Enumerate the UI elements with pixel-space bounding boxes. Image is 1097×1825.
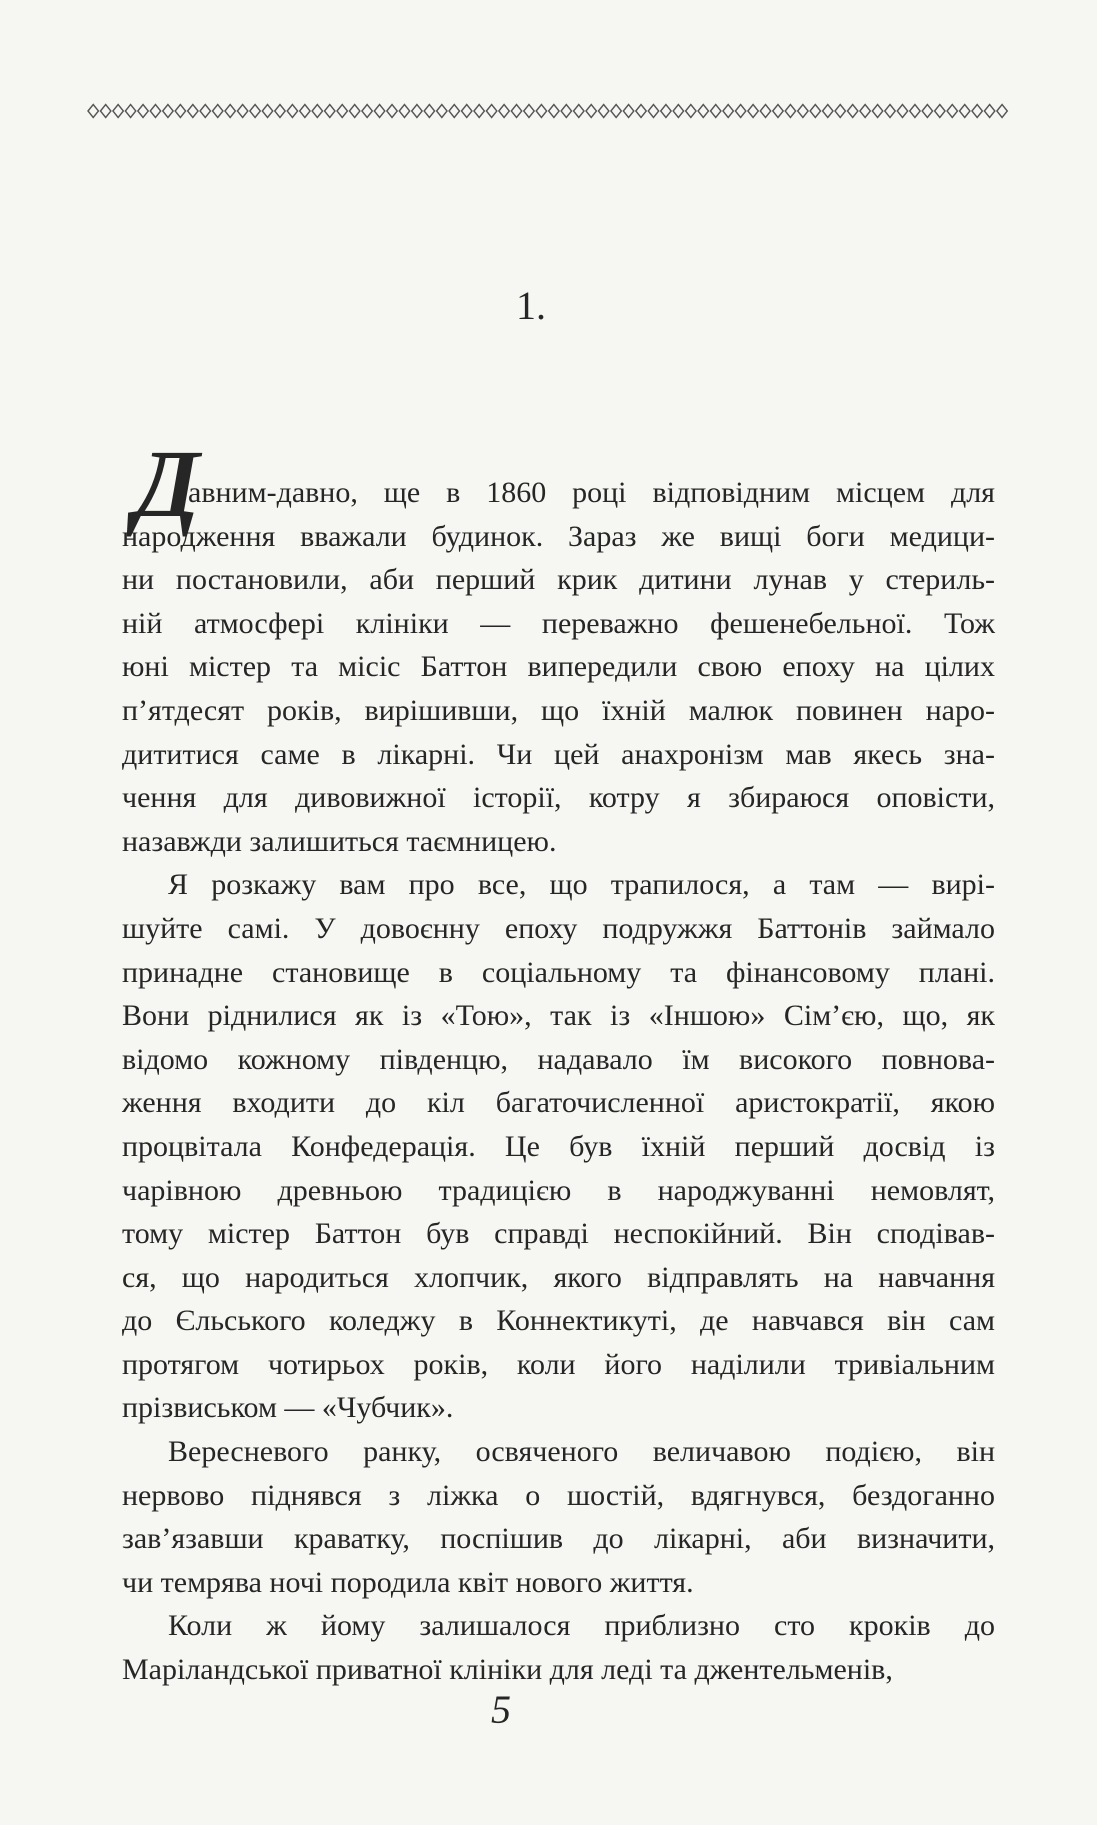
text-line: ни постановили, аби перший крик дитини лунав у стериль- <box>122 563 995 597</box>
diamond-mark <box>374 105 384 118</box>
diamond-mark <box>524 105 534 118</box>
text-line: дититися саме в лікарні. Чи цей анахронізм мав якесь зна- <box>122 737 995 771</box>
diamond-mark <box>175 105 185 118</box>
diamond-mark <box>312 105 322 118</box>
diamond-mark <box>673 105 683 118</box>
diamond-mark <box>885 105 895 118</box>
diamond-mark <box>698 105 708 118</box>
diamond-mark <box>325 105 335 118</box>
diamond-mark <box>574 105 584 118</box>
diamond-mark <box>250 105 260 118</box>
diamond-mark <box>773 105 783 118</box>
diamond-mark <box>686 105 696 118</box>
diamond-mark <box>636 105 646 118</box>
diamond-mark <box>997 105 1007 118</box>
diamond-mark <box>798 105 808 118</box>
diamond-mark <box>586 105 596 118</box>
text-line: тому містер Баттон був справді неспокійний. Він сподівав- <box>122 1217 995 1251</box>
paragraph <box>122 471 995 863</box>
diamond-mark <box>711 105 721 118</box>
diamond-mark <box>262 105 272 118</box>
text-line: народження вважали будинок. Зараз же вищі боги медици- <box>122 519 995 553</box>
diamond-mark <box>823 105 833 118</box>
diamond-mark <box>287 105 297 118</box>
drop-cap: Д <box>134 430 200 537</box>
text-line: Маріландської приватної клініки для леді та джентельменів, <box>122 1653 893 1687</box>
text-line: чарівною древньою традицією в народжуванні немовлят, <box>122 1173 995 1207</box>
diamond-mark <box>275 105 285 118</box>
diamond-mark <box>150 105 160 118</box>
text-line: ній атмосфері клініки — переважно фешенебельної. Тож <box>122 606 995 640</box>
text-line: п’ятдесят років, вирішивши, що їхній малюк повинен наро- <box>122 693 995 727</box>
diamond-mark <box>462 105 472 118</box>
diamond-mark <box>723 105 733 118</box>
text-line: Вересневого ранку, освяченого величавою подією, він <box>168 1435 995 1469</box>
diamond-ornament-divider <box>87 103 1009 119</box>
diamond-mark <box>387 105 397 118</box>
diamond-mark <box>947 105 957 118</box>
paragraph <box>122 1430 995 1604</box>
text-line: принадне становище в соціальному та фінансовому плані. <box>122 955 995 989</box>
diamond-mark <box>897 105 907 118</box>
diamond-mark <box>561 105 571 118</box>
diamond-mark <box>337 105 347 118</box>
diamond-mark <box>984 105 994 118</box>
diamond-mark <box>349 105 359 118</box>
text-line: протягом чотирьох років, коли його наділили тривіальним <box>122 1347 995 1381</box>
diamond-mark <box>910 105 920 118</box>
text-line: Вони ріднилися як із «Тою», так із «Іншою» Сім’єю, що, як <box>122 999 995 1033</box>
diamond-mark <box>748 105 758 118</box>
text-line: ся, що народиться хлопчик, якого відправлять на навчання <box>122 1260 995 1294</box>
text-line: Я розкажу вам про все, що трапилося, а там — вирі- <box>168 868 995 902</box>
diamond-mark <box>935 105 945 118</box>
diamond-mark <box>760 105 770 118</box>
text-line: Коли ж йому залишалося приблизно сто кроків до <box>168 1609 995 1643</box>
diamond-mark <box>486 105 496 118</box>
diamond-mark <box>735 105 745 118</box>
diamond-mark <box>549 105 559 118</box>
text-line: юні містер та місіс Баттон випередили свою епоху на цілих <box>122 650 995 684</box>
diamond-mark <box>536 105 546 118</box>
diamond-mark <box>835 105 845 118</box>
diamond-mark <box>88 105 98 118</box>
diamond-mark <box>474 105 484 118</box>
diamond-mark <box>399 105 409 118</box>
diamond-mark <box>424 105 434 118</box>
chapter-number: 1. <box>516 283 546 328</box>
text-line: авним-давно, ще в 1860 році відповідним місцем для <box>188 476 995 509</box>
diamond-mark <box>225 105 235 118</box>
text-line: до Єльського коледжу в Коннектикуті, де навчався він сам <box>122 1304 995 1338</box>
text-line: відомо кожному південцю, надавало їм високого повнова- <box>122 1042 995 1076</box>
text-line: зав’язавши краватку, поспішив до лікарні, аби визначити, <box>122 1522 995 1556</box>
diamond-mark <box>611 105 621 118</box>
diamond-mark <box>437 105 447 118</box>
diamond-mark <box>213 105 223 118</box>
text-line: ження входити до кіл багаточисленної аристократії, якою <box>122 1086 995 1120</box>
diamond-mark <box>100 105 110 118</box>
paragraph <box>122 863 995 1430</box>
body-text <box>122 471 995 1692</box>
diamond-mark <box>810 105 820 118</box>
diamond-mark <box>972 105 982 118</box>
diamond-mark <box>138 105 148 118</box>
diamond-mark <box>872 105 882 118</box>
diamond-mark <box>200 105 210 118</box>
diamond-mark <box>648 105 658 118</box>
diamond-mark <box>125 105 135 118</box>
diamond-mark <box>960 105 970 118</box>
diamond-mark <box>598 105 608 118</box>
diamond-mark <box>237 105 247 118</box>
diamond-mark <box>362 105 372 118</box>
diamond-mark <box>661 105 671 118</box>
diamond-mark <box>922 105 932 118</box>
text-line: шуйте самі. У довоєнну епоху подружжя Баттонів займало <box>122 911 995 945</box>
diamond-mark <box>847 105 857 118</box>
diamond-mark <box>113 105 123 118</box>
diamond-mark <box>511 105 521 118</box>
page-number: 5 <box>491 1687 511 1732</box>
diamond-mark <box>412 105 422 118</box>
diamond-mark <box>449 105 459 118</box>
paragraph <box>122 1604 995 1691</box>
diamond-mark <box>188 105 198 118</box>
diamond-mark <box>163 105 173 118</box>
diamond-mark <box>785 105 795 118</box>
diamond-mark <box>623 105 633 118</box>
diamond-mark <box>499 105 509 118</box>
diamond-mark <box>860 105 870 118</box>
diamond-mark <box>300 105 310 118</box>
text-line: нервово піднявся з ліжка о шостій, вдягнувся, бездоганно <box>122 1478 995 1512</box>
text-line: чення для дивовижної історії, котру я збираюся оповісти, <box>122 781 995 815</box>
text-line: чи темрява ночі породила квіт нового життя. <box>122 1565 694 1599</box>
text-line: прізвиськом — «Чубчик». <box>122 1391 454 1425</box>
text-line: назавжди залишиться таємницею. <box>122 824 557 858</box>
text-line: процвітала Конфедерація. Це був їхній перший досвід із <box>122 1129 995 1163</box>
